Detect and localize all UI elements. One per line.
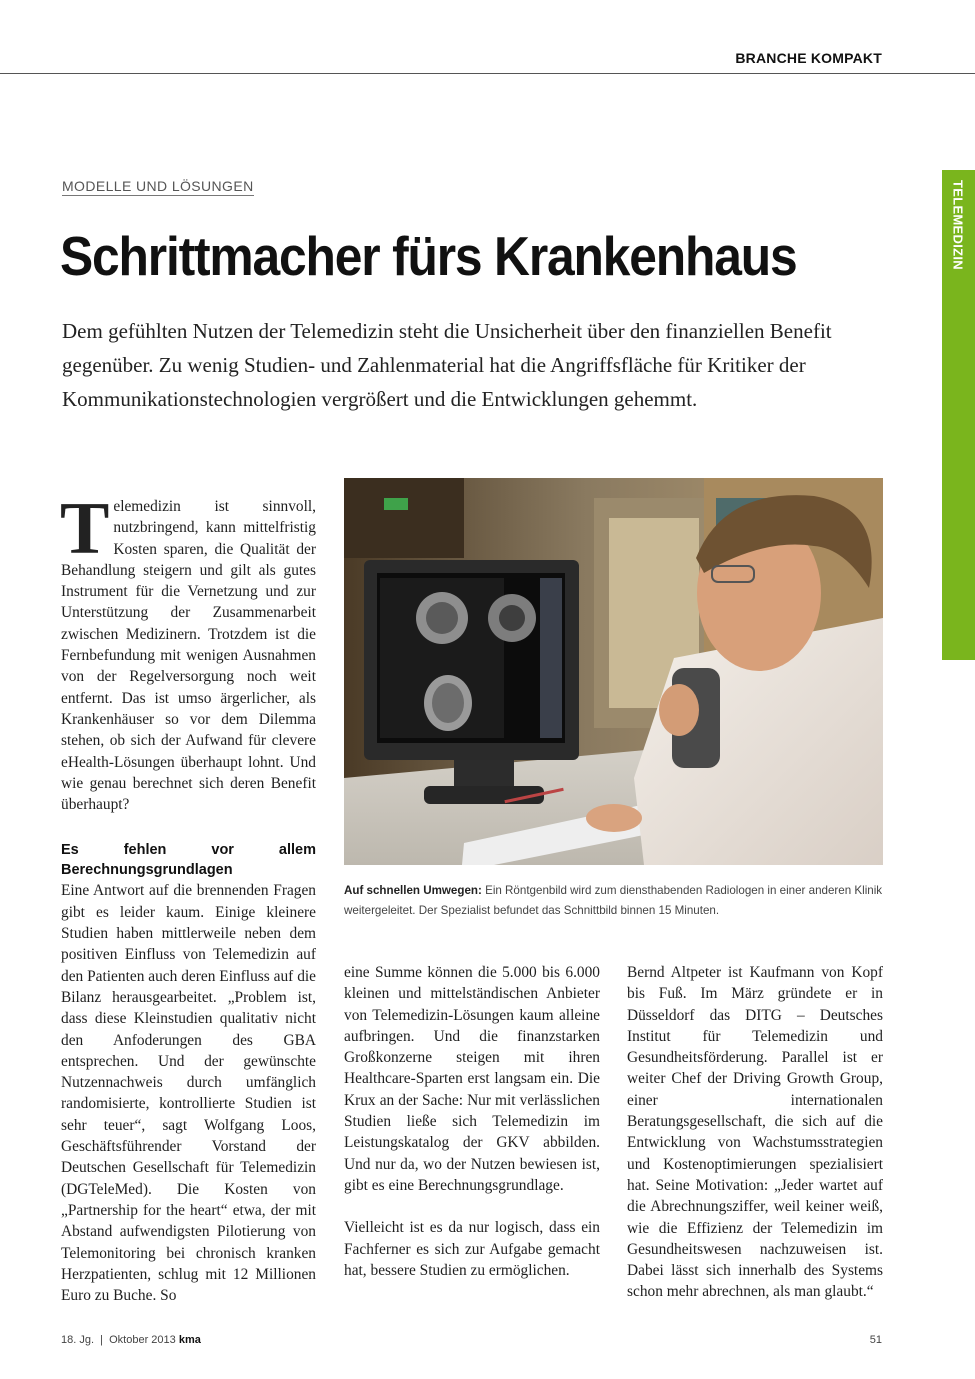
body-paragraph: Eine Antwort auf die brennenden Fragen gibt es leider kaum. Einige kleinere Studien haben mittlerweile neben dem positiven Einfluss von Telemedizin auf den Patienten auch deren Einfluss auf die Bilanz herausgearbeitet. „Problem ist, dass diese Kleinstudien qualitativ nicht den Anfoderungen des GBA entsprechen. Und der gewünschte Nutzennachweis durch umfänglich randomisierte, kontrollierte Studien ist sehr teuer“, sagt Wolfgang Loos, Geschäftsführender Vorstand der Deutschen Gesellschaft für Telemedizin (DGTeleMed). Die Kosten von „Partnership for the heart“ etwa, der mit Abstand aufwendigsten Pilotierung von Telemonitoring bei chronisch kranken Herzpatienten, schlug mit 12 Millionen Euro zu Buche. So (61, 882, 316, 1305)
caption-text: Ein Röntgenbild wird zum diensthabenden Radiologen in einer anderen Klinik weitergeleitet. Der Spezialist befundet das Schnittbild binnen 15 Minuten. (344, 884, 883, 917)
col3-paragraph-1: Bernd Altpeter ist Kaufmann von Kopf bis Fuß. Im März gründete er in Düsseldorf das DITG – Deutsches Institut für Telemedizin und Gesundheitsförderung. Parallel ist er weiter Chef der Driving Growth Group, einer internationalen Beratungsgesellschaft, die sich auf die Entwicklung von Wachstumsstrategien und Kostenoptimierungen spezialisiert hat. Seine Motivation: „Jeder wartet auf die Abrechnungsziffer, weil keiner weiß, wie die Effizienz der Telemedizin im Gesundheitswesen nachzuweisen ist. Dabei lässt sich innerhalb des Systems schon mehr abrechnen, als man glaubt.“ (627, 964, 883, 1301)
col2-paragraph-1: eine Summe können die 5.000 bis 6.000 kleinen und mittelständischen Anbieter von Telemedizin-Lösungen kaum alleine aufbringen. Und die finanzstarken Großkonzerne steigen mit ihren Healthcare-Sparten erst langsam ein. Die Krux an der Sache: Nur mit verlässlichen Studien ließe sich Telemedizin im Leistungskatalog der GKV abbilden. Und nur da, wo der Nutzen bewiesen ist, gibt es eine Berechnungsgrundlage. (344, 964, 600, 1194)
article-column-1 (60, 488, 316, 1306)
headline: Schrittmacher fürs Krankenhaus (60, 225, 797, 287)
page-number: 51 (869, 1334, 882, 1346)
brand-logo: kma (178, 1334, 201, 1346)
footer-issue (61, 1334, 201, 1346)
subheading: Es fehlen vor allem Berechnungsgrundlagen (61, 842, 316, 879)
intro-paragraph (60, 488, 316, 815)
col2-paragraph-2: Vielleicht ist es da nur logisch, dass ein Fachferner es sich zur Aufgabe gemacht hat, bessere Studien zu ermöglichen. (344, 1219, 600, 1279)
photo-caption (344, 881, 889, 921)
article-photo (344, 478, 883, 865)
caption-lead: Auf schnellen Umwegen: (344, 884, 482, 897)
section-label: BRANCHE KOMPAKT (735, 50, 882, 66)
kicker: MODELLE UND LÖSUNGEN (62, 178, 254, 194)
issue-text: 18. Jg. | Oktober 2013 (61, 1334, 176, 1346)
article-column-3 (627, 962, 883, 1303)
side-tab-label: TELEMEDIZIN (950, 180, 966, 270)
lead-paragraph: Dem gefühlten Nutzen der Telemedizin steht die Unsicherheit über den finanziellen Benefit gegenüber. Zu wenig Studien- und Zahlenmaterial hat die Angriffsfläche für Kritiker der Kommunikationstechnologien vergrößert und die Entwicklungen gehemmt. (62, 319, 832, 411)
header-rule (0, 73, 975, 74)
radiologist-photo-illustration (344, 478, 883, 865)
intro-text: elemedizin ist sinnvoll, nutzbringend, kann mittelfristig Kosten sparen, die Qualität der Behandlung steigern und gilt als gutes Instrument für die Vernetzung und zur Unterstützung der Zusammenarbeit zwischen Medizinern. Trotzdem ist die Fernbefundung mit wenigen Ausnahmen von der Regelversorgung noch weit entfernt. Das ist umso ärgerlicher, als Krankenhäuser so vor dem Dilemma stehen, ob sich der Aufwand für clevere eHealth-Lösungen überhaupt lohnt. Und wie genau berechnet sich deren Benefit überhaupt? (61, 498, 316, 814)
article-column-2 (344, 962, 600, 1281)
dropcap: T (60, 488, 110, 570)
